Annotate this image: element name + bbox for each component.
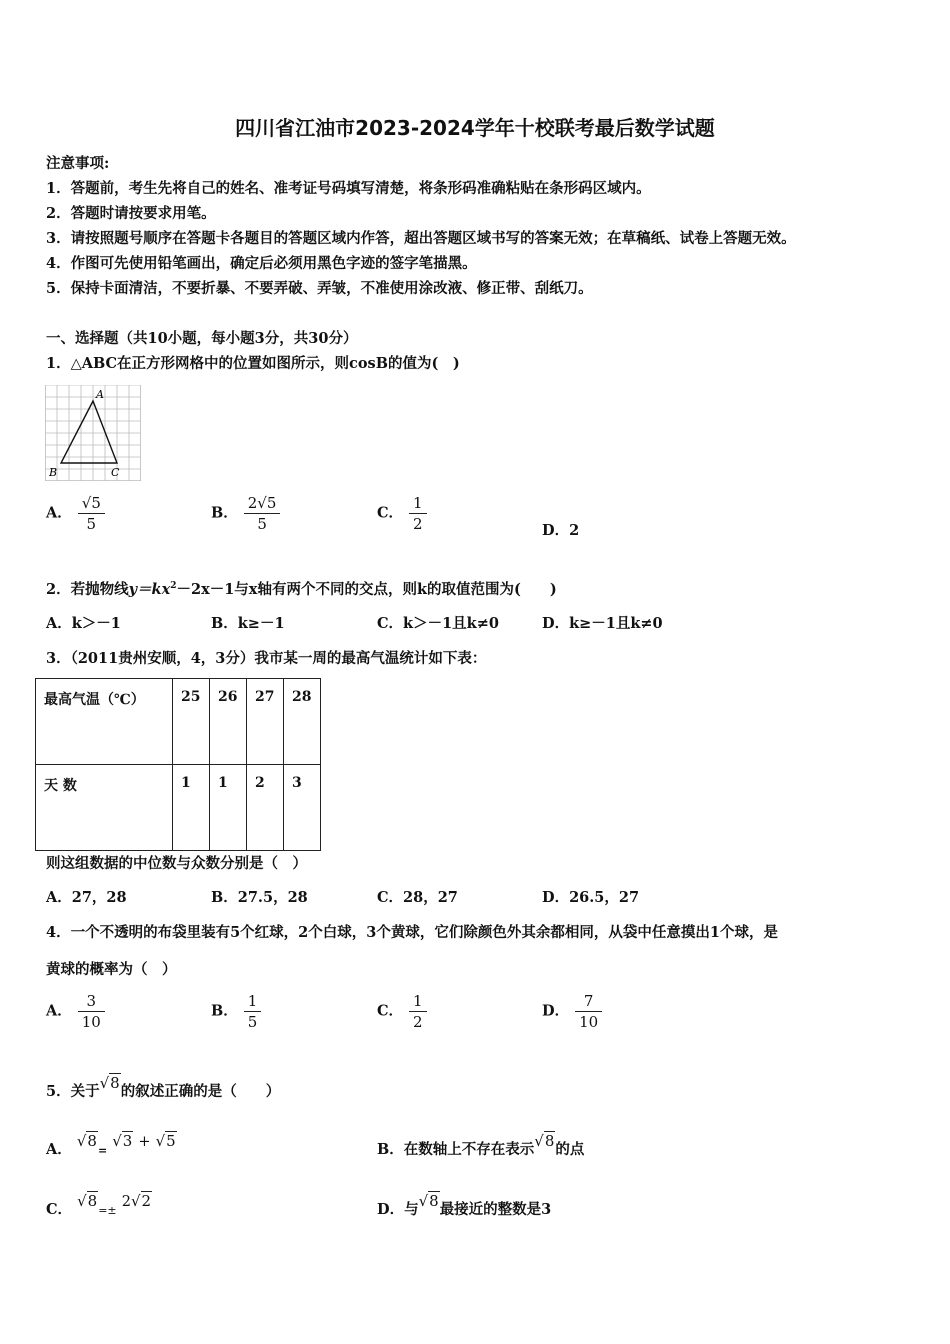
triangle-grid-figure — [45, 385, 141, 481]
question-3-stem: 3．（2011贵州安顺，4，3分）我市某一周的最高气温统计如下表： — [46, 650, 487, 667]
notice-heading: 注意事项: — [46, 155, 110, 172]
question-5-stem: 5．关于√8的叙述正确的是（ ） — [46, 1074, 281, 1100]
table-cell: 1 — [173, 765, 210, 851]
vertex-label-b: B — [49, 466, 58, 479]
notice-item: 2．答题时请按要求用笔。 — [46, 205, 216, 222]
question-1-stem: 1．△ABC在正方形网格中的位置如图所示，则cosB的值为( ) — [46, 355, 460, 372]
table-cell: 27 — [247, 679, 284, 765]
q1-option-c[interactable]: C． $\frac{1}{2}$ — [377, 494, 427, 533]
table-cell: 3 — [284, 765, 321, 851]
q5-option-a[interactable]: A． √8= √3 + √5 — [46, 1132, 176, 1158]
table-cell: 25 — [173, 679, 210, 765]
q4-option-d[interactable]: D． $\frac{7}{10}$ — [542, 992, 602, 1031]
notice-item: 4．作图可先使用铅笔画出，确定后必须用黑色字迹的签字笔描黑。 — [46, 255, 477, 272]
page-title: 四川省江油市2023-2024学年十校联考最后数学试题 — [235, 116, 715, 140]
q4-option-a[interactable]: A． $\frac{3}{10}$ — [46, 992, 105, 1031]
notice-item: 3．请按照题号顺序在答题卡各题目的答题区域内作答，超出答题区域书写的答案无效；在草稿纸、试卷上答题无效。 — [46, 230, 796, 247]
q3-option-d[interactable]: D．26.5，27 — [542, 889, 640, 906]
q5-option-d[interactable]: D．与√8最接近的整数是3 — [377, 1192, 552, 1218]
table-cell: 28 — [284, 679, 321, 765]
notice-item: 5．保持卡面清洁，不要折暴、不要弄破、弄皱，不准使用涂改液、修正带、刮纸刀。 — [46, 280, 593, 297]
q2-option-d[interactable]: D．k≥－1且k≠0 — [542, 615, 663, 632]
q2-option-c[interactable]: C．k＞－1且k≠0 — [377, 615, 499, 632]
vertex-label-a: A — [96, 388, 104, 401]
table-cell: 2 — [247, 765, 284, 851]
q3-option-a[interactable]: A．27，28 — [46, 889, 127, 906]
triangle-abc — [61, 401, 117, 463]
section-heading: 一、选择题（共10小题，每小题3分，共30分） — [46, 330, 358, 347]
vertex-label-c: C — [111, 466, 120, 479]
q3-option-b[interactable]: B．27.5，28 — [211, 889, 308, 906]
q5-option-c[interactable]: C． √8=± 2√2 — [46, 1192, 152, 1218]
question-4-stem: 4．一个不透明的布袋里装有5个红球，2个白球，3个黄球，它们除颜色外其余都相同，从袋中任意摸出1个球，是 — [46, 924, 778, 941]
question-4-stem-cont: 黄球的概率为（ ） — [46, 961, 177, 978]
q4-option-c[interactable]: C． $\frac{1}{2}$ — [377, 992, 427, 1031]
table-header-cell: 最高气温（℃） — [36, 679, 173, 765]
q2-option-b[interactable]: B．k≥－1 — [211, 615, 285, 632]
q5-option-b[interactable]: B．在数轴上不存在表示√8的点 — [377, 1132, 585, 1158]
notice-item: 1．答题前，考生先将自己的姓名、准考证号码填写清楚，将条形码准确粘贴在条形码区域内。 — [46, 180, 651, 197]
q1-option-d[interactable]: D．2 — [542, 522, 580, 539]
table-header-cell: 天 数 — [36, 765, 173, 851]
q3-option-c[interactable]: C．28，27 — [377, 889, 458, 906]
q1-option-b[interactable]: B． $\frac{2√5}{5}$ — [211, 494, 280, 533]
q4-option-b[interactable]: B． $\frac{1}{5}$ — [211, 992, 261, 1031]
table-row — [36, 679, 321, 765]
table-cell: 26 — [210, 679, 247, 765]
table-cell: 1 — [210, 765, 247, 851]
q1-option-a[interactable]: A． $\frac{√5}{5}$ — [46, 494, 105, 533]
question-3-prompt: 则这组数据的中位数与众数分别是（ ） — [46, 855, 307, 872]
question-2-stem: 2．若抛物线$y=kx^2-2x-1$与x轴有两个不同的交点，则k的取值范围为( ) — [46, 581, 557, 598]
table-row — [36, 765, 321, 851]
q2-option-a[interactable]: A．k＞－1 — [46, 615, 121, 632]
temperature-table — [35, 678, 321, 851]
